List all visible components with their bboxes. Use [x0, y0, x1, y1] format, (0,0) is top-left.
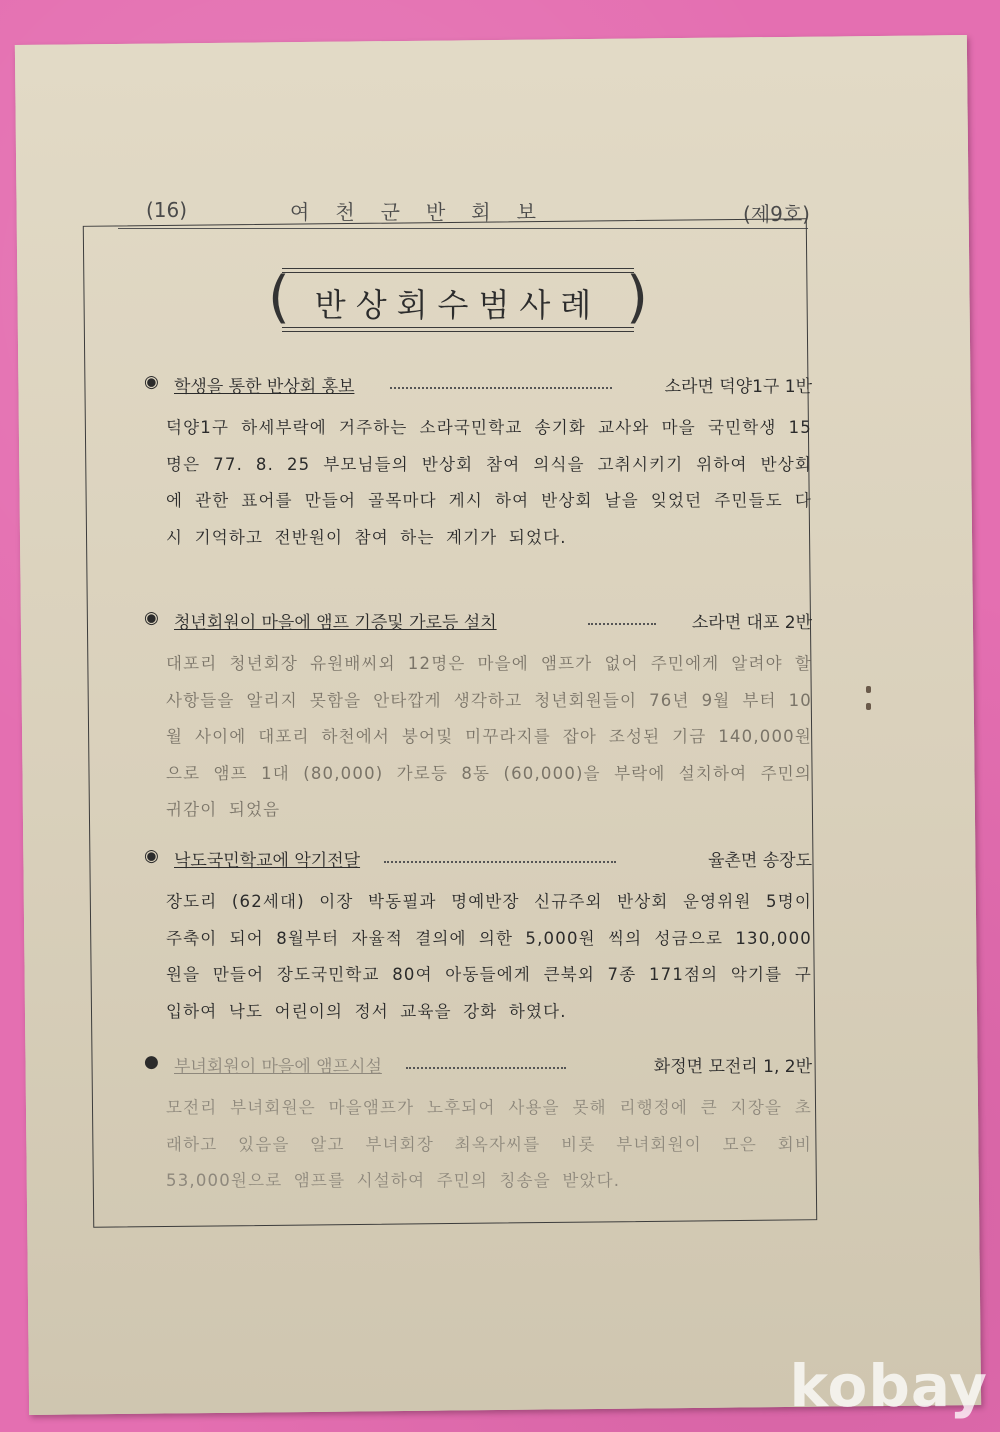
- issue-number: (제9호): [743, 202, 810, 226]
- entry-body: 덕양1구 하세부락에 거주하는 소라국민학교 송기화 교사와 마을 국민학생 15명은 77. 8. 25 부모님들의 반상회 참여 의식을 고취시키기 위하여 반상회에 관한 표어를 만들어 골목마다 게시 하여 반상회 날을 잊었던 주민들도 다시 기억하고 전반원이 참여 하는 계기가 되었다.: [166, 418, 812, 547]
- publication-title: 여천군반회보: [290, 200, 562, 224]
- entry-title: 청년회원이 마을에 앰프 기증및 가로등 설치: [174, 613, 497, 633]
- dot-leader: [390, 387, 612, 389]
- dot-leader: [406, 1067, 566, 1069]
- entry-title: 낙도국민학교에 악기전달: [174, 851, 361, 871]
- title-box: [268, 262, 648, 338]
- right-bracket-icon: ): [626, 265, 648, 330]
- case-entry-2: [144, 604, 812, 829]
- case-entry-4: [144, 1048, 812, 1200]
- entry-title: 학생을 통한 반상회 홍보: [174, 377, 355, 397]
- bullet-icon: ●: [144, 1052, 159, 1072]
- entry-title: 부녀회원이 마을에 앰프시설: [174, 1057, 382, 1077]
- entry-location: 화정면 모전리 1, 2반: [653, 1057, 812, 1077]
- page-number: (16): [146, 198, 188, 222]
- entry-location: 소라면 덕양1구 1반: [664, 377, 812, 397]
- entry-body: 장도리 (62세대) 이장 박동필과 명예반장 신규주외 반상회 운영위원 5명이 주축이 되어 8월부터 자율적 결의에 의한 5,000원 씩의 성금으로 130,000원을 만들어 장도국민학교 80여 아동들에게 큰북외 7종 171점의 악기를 구입하여 낙도 어린이의 정서 교육을 강화 하였다.: [166, 892, 812, 1021]
- bullet-icon: ◉: [144, 846, 159, 866]
- entry-body: 대포리 청년회장 유원배씨외 12명은 마을에 앰프가 없어 주민에게 알려야 할 사항들을 알리지 못함을 안타깝게 생각하고 청년회원들이 76년 9월 부터 10월 사이에 대포리 하천에서 붕어및 미꾸라지를 잡아 조성된 기금 140,000원으로 앰프 1대 (80,000) 가로등 8동 (60,000)을 부락에 설치하여 주민의 귀감이 되었음: [166, 654, 812, 819]
- case-entry-3: [144, 842, 812, 1030]
- left-bracket-icon: (: [268, 265, 290, 330]
- dot-leader: [384, 861, 616, 863]
- entry-body: 모전리 부녀회원은 마을앰프가 노후되어 사용을 못해 리행정에 큰 지장을 초래하고 있음을 알고 부녀회장 최옥자씨를 비롯 부녀회원이 모은 회비 53,000원으로 앰프를 시설하여 주민의 칭송을 받았다.: [166, 1098, 812, 1190]
- punch-marks: [866, 686, 872, 720]
- entry-location: 율촌면 송장도: [708, 851, 812, 871]
- bullet-icon: ◉: [144, 608, 159, 628]
- section-title: 반상회수범사례: [314, 286, 602, 324]
- watermark-logo: kobay: [789, 1352, 988, 1420]
- entry-location: 소라면 대포 2반: [691, 613, 812, 633]
- case-entry-1: [144, 368, 812, 556]
- bullet-icon: ◉: [144, 372, 159, 392]
- dot-leader: [588, 623, 656, 625]
